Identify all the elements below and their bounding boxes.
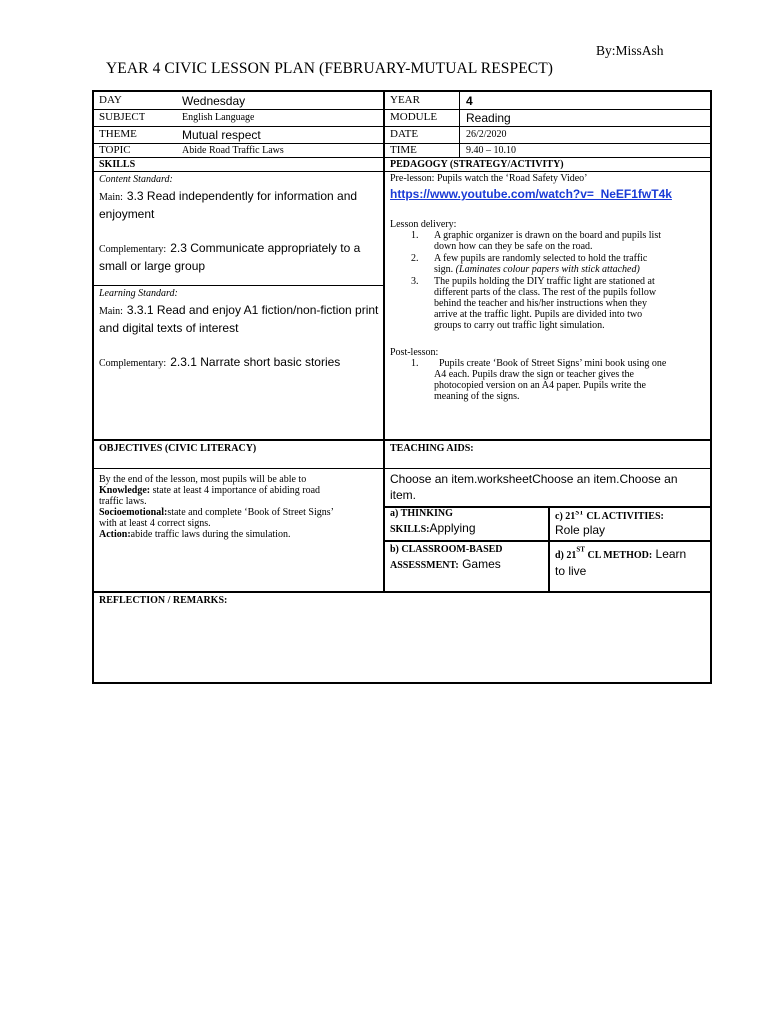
topic-label: TOPIC xyxy=(99,144,131,156)
learning-main-value: 3.3.1 Read and enjoy A1 fiction/non-fiction print and digital texts of interest xyxy=(99,303,379,335)
thinking-skills: a) THINKING SKILLS:Applying xyxy=(390,508,476,535)
post-lesson-label: Post-lesson: xyxy=(390,347,439,358)
teaching-aids-value: Choose an item.worksheetChoose an item.Choose an item. xyxy=(390,472,678,502)
subject-value: English Language xyxy=(182,112,255,123)
learning-complementary-label: Complementary: xyxy=(99,358,167,369)
theme-label: THEME xyxy=(99,128,137,140)
topic-value: Abide Road Traffic Laws xyxy=(182,145,284,156)
module-value: Reading xyxy=(466,111,511,125)
post-lesson-step-1: 1. Pupils create ‘Book of Street Signs’ mini book using one A4 each. Pupils draw the sign or teacher gives the photocopied version on an A4 paper. Pupils write the meaning of the signs. xyxy=(411,358,667,402)
assessment-value: Games xyxy=(458,557,501,571)
delivery-step-2: 2. A few pupils are randomly selected to hold the traffic sign. (Laminates colour papers with stick attached) xyxy=(411,253,648,275)
content-complementary-label: Complementary: xyxy=(99,244,167,255)
content-main-value: 3.3 Read independently for information and enjoyment xyxy=(99,189,358,221)
lesson-plan-table xyxy=(92,90,712,684)
time-label: TIME xyxy=(390,144,417,156)
pedagogy-header: PEDAGOGY (STRATEGY/ACTIVITY) xyxy=(390,159,564,170)
pedagogy-body xyxy=(390,173,708,402)
year-value: 4 xyxy=(466,94,473,108)
delivery-step-3: 3. The pupils holding the DIY traffic light are stationed at different parts of the class. The rest of the pupils follow behind the teacher and his/her instructions when they arrive at the traffic light. Pupils are divided into two groups to carry out traffic light simulation. xyxy=(411,276,657,331)
date-label: DATE xyxy=(390,128,419,140)
skills-header: SKILLS xyxy=(99,159,136,170)
day-label: DAY xyxy=(99,94,122,106)
reflection-header: REFLECTION / REMARKS: xyxy=(99,595,228,606)
day-value: Wednesday xyxy=(182,94,246,108)
learning-standard xyxy=(99,288,379,371)
cl-activities: c) 21ST CL ACTIVITIES: Role play xyxy=(555,511,708,538)
cl-method-value: Learn xyxy=(652,547,687,561)
objectives-header: OBJECTIVES (CIVIC LITERACY) xyxy=(99,443,257,454)
action-label: Action: xyxy=(99,529,131,540)
cl-method: d) 21ST CL METHOD: Learn to live xyxy=(555,545,687,578)
subject-label: SUBJECT xyxy=(99,111,146,123)
content-standard-label: Content Standard: xyxy=(99,174,173,185)
learning-main-label: Main: xyxy=(99,306,123,317)
lesson-delivery-label: Lesson delivery: xyxy=(390,219,457,230)
learning-complementary-value: 2.3.1 Narrate short basic stories xyxy=(170,355,341,369)
reflection-area[interactable] xyxy=(96,608,708,680)
teaching-aids-header: TEACHING AIDS: xyxy=(390,443,474,454)
author-byline: By:MissAsh xyxy=(596,43,664,58)
socioemotional-label: Socioemotional: xyxy=(99,507,168,518)
action-text: abide traffic laws during the simulation. xyxy=(130,529,291,540)
document-title: YEAR 4 CIVIC LESSON PLAN (FEBRUARY-MUTUAL RESPECT) xyxy=(106,60,554,77)
date-value: 26/2/2020 xyxy=(466,129,507,140)
content-complementary-value: 2.3 Communicate appropriately to a small or large group xyxy=(99,241,361,273)
knowledge-text: state at least 4 importance of abiding road xyxy=(150,485,321,496)
pre-lesson-text: Pre-lesson: Pupils watch the ‘Road Safety Video’ xyxy=(390,173,588,184)
content-standard xyxy=(99,174,379,275)
learning-standard-label: Learning Standard: xyxy=(99,288,178,299)
cl-activities-value: Role play xyxy=(555,523,606,537)
video-link[interactable]: https://www.youtube.com/watch?v=_NeEF1fwT4k xyxy=(390,187,672,201)
time-value: 9.40 – 10.10 xyxy=(466,145,516,156)
content-main-label: Main: xyxy=(99,192,123,203)
delivery-step-1: 1. A graphic organizer is drawn on the board and pupils list down how can they be safe on the road. xyxy=(411,230,661,252)
socioemotional-text: state and complete ‘Book of Street Signs’ xyxy=(167,507,334,518)
thinking-skills-value: Applying xyxy=(429,521,476,535)
classroom-assessment: b) CLASSROOM-BASED ASSESSMENT: Games xyxy=(390,544,503,571)
module-label: MODULE xyxy=(390,111,438,123)
objectives-body: By the end of the lesson, most pupils will be able to Knowledge: state at least 4 importance of abiding road traffic laws. Socioemotional:state and complete ‘Book of Street Signs’ with at least 4 correct signs. Action:abide traffic laws during the simulation. xyxy=(99,474,381,540)
year-label: YEAR xyxy=(390,94,420,106)
objectives-intro: By the end of the lesson, most pupils will be able to xyxy=(99,474,307,485)
theme-value: Mutual respect xyxy=(182,128,261,142)
knowledge-label: Knowledge: xyxy=(99,485,151,496)
